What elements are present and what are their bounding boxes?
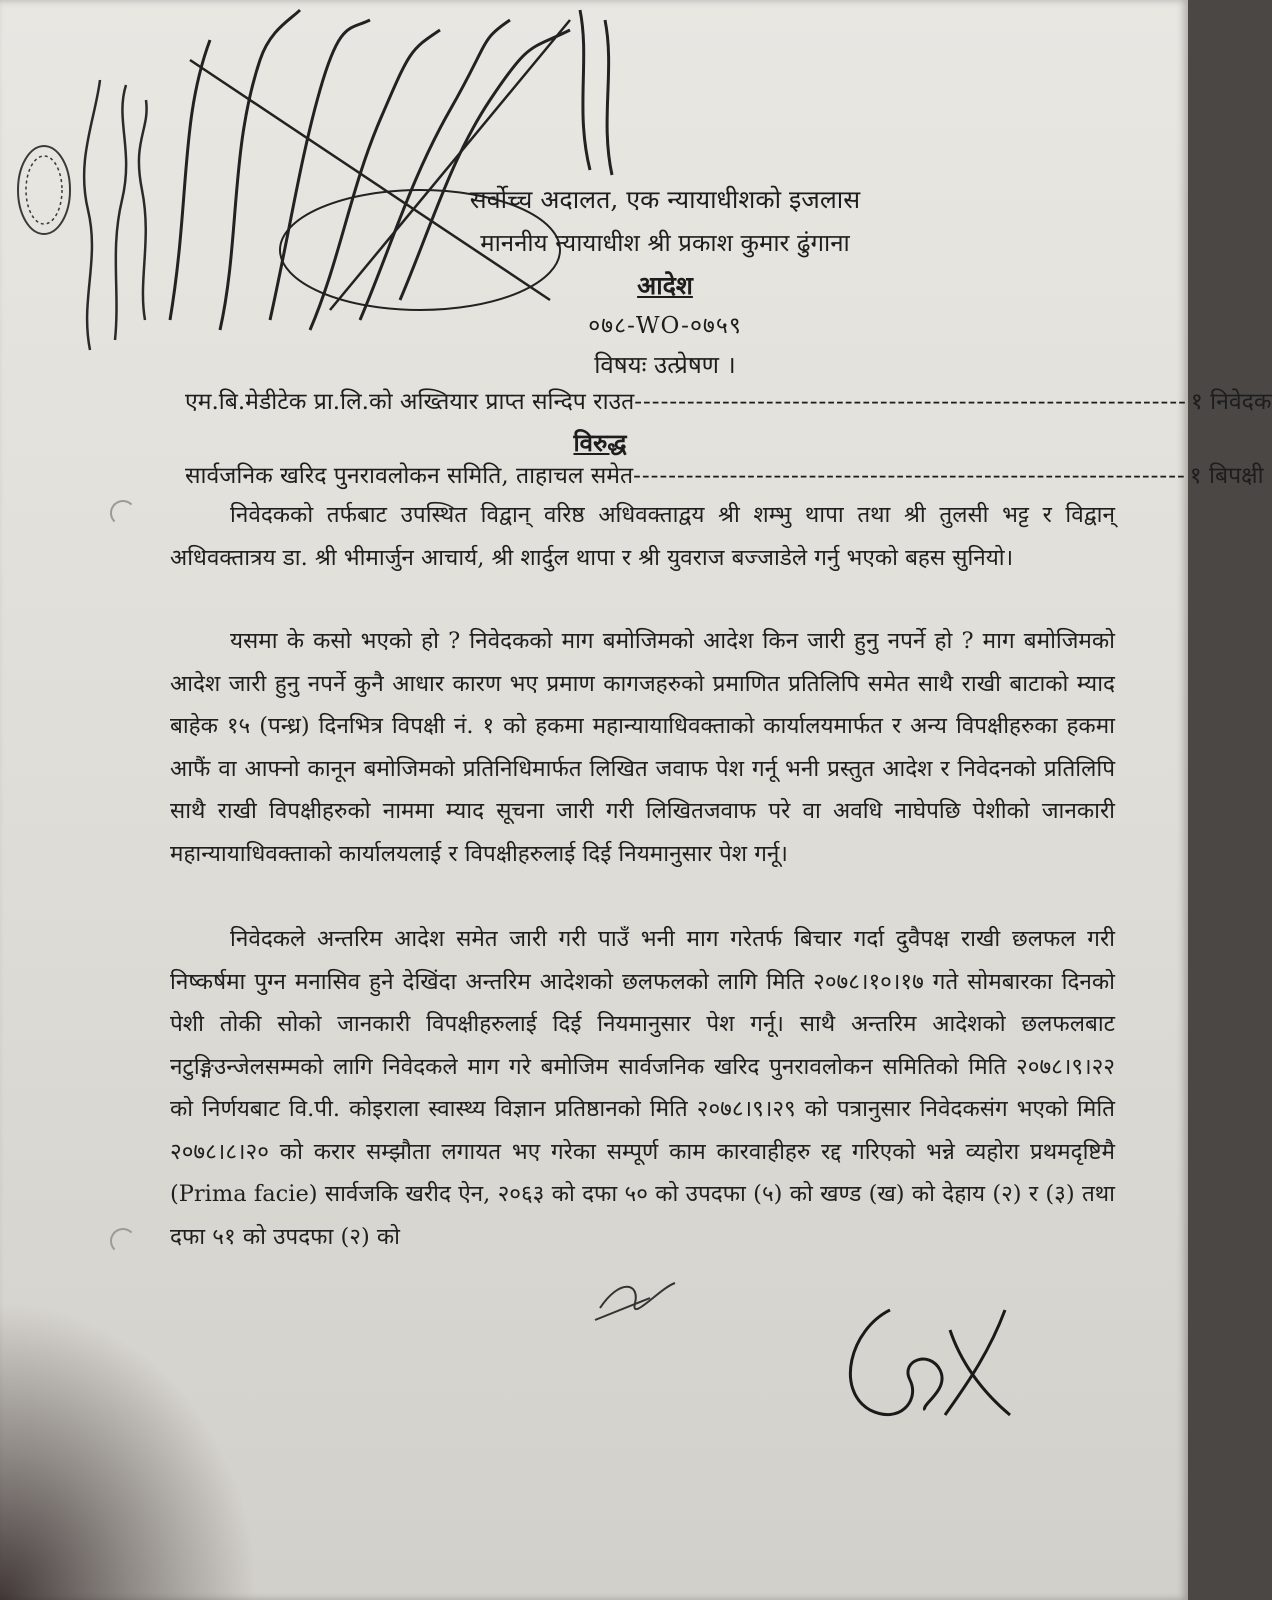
order-title: आदेश [637, 271, 693, 300]
paragraph-text: निवेदकले अन्तरिम आदेश समेत जारी गरी पाउँ भनी माग गरेतर्फ बिचार गर्दा दुवैपक्ष राखी छलफल गरी निष्कर्षमा पुग्न मनासिव हुने देखिंदा अन्तरिम आदेशको छलफलको लागि मिति २०७८।१०।१७ गते सोमबारका दिनको पेशी तोकी सोको जानकारी विपक्षीहरुलाई दिई नियमानुसार पेश गर्नू। साथै अन्तरिम आदेशको छलफलबाट नटुङ्गिउन्जेलसम्मको लागि निवेदकले माग गरे बमोजिम सार्वजनिक खरिद पुनरावलोकन समितिको मिति २०७८।९।२२ को निर्णयबाट वि.पी. कोइराला स्वास्थ्य विज्ञान प्रतिष्ठानको मिति २०७८।९।२९ को पत्रानुसार निवेदकसंग भएको मिति २०७८।८।२० को करार सम्झौता लगायत भए गरेका सम्पूर्ण काम कारवाहीहरु रद्द गरिएको भन्ने व्यहोरा प्रथमदृष्टिमै (Prima facie) सार्वजकि खरीद ऐन, २०६३ को दफा ५० को उपदफा (५) को खण्ड (ख) को देहाय (२) र (३) तथा दफा ५१ को उपदफा (२) को [170, 926, 1115, 1250]
petitioner-dashes: --------------------------------------------------------------- [634, 389, 1187, 415]
respondent-role: १ बिपक्षी [1189, 463, 1264, 489]
court-name: सर्वोच्च अदालत, एक न्यायाधीशको इजलास [469, 185, 861, 214]
punch-hole-top [110, 500, 136, 526]
paragraph-text: यसमा के कसो भएको हो ? निवेदकको माग बमोजिमको आदेश किन जारी हुनु नपर्ने हो ? माग बमोजिमको आदेश जारी हुनु नपर्ने कुनै आधार कारण भए प्रमाण कागजहरुको प्रमाणित प्रतिलिपि समेत साथै राखी बाटाको म्याद बाहेक १५ (पन्ध्र) दिनभित्र विपक्षी नं. १ को हकमा महान्यायाधिवक्ताको कार्यालयमार्फत र अन्य विपक्षीहरुका हकमा आफैं वा आफ्नो कानून बमोजिमको प्रतिनिधिमार्फत लिखित जवाफ पेश गर्नू भनी प्रस्तुत आदेश र निवेदनको प्रतिलिपि साथै राखी विपक्षीहरुको नाममा म्याद सूचना जारी गरी लिखितजवाफ परे वा अवधि नाघेपछि पेशीको जानकारी महान्यायाधिवक्ताको कार्यालयलाई र विपक्षीहरुलाई दिई नियमानुसार पेश गर्नू। [170, 628, 1115, 867]
respondent-name: सार्वजनिक खरिद पुनरावलोकन समिति, ताहाचल समेत [185, 463, 634, 489]
body-paragraph-1 [170, 494, 1115, 579]
body-paragraph-2 [170, 620, 1115, 875]
body-paragraph-3 [170, 918, 1115, 1258]
petitioner-row [185, 384, 1272, 416]
petitioner-name: एम.बि.मेडीटेक प्रा.लि.को अख्तियार प्राप्त सन्दिप राउत [185, 389, 635, 415]
photo-shadow [0, 1300, 260, 1600]
punch-hole-bottom [110, 1228, 136, 1254]
case-number: ०७८-WO-०७५९ [588, 313, 742, 339]
paragraph-text: निवेदकको तर्फबाट उपस्थित विद्वान् वरिष्ठ अधिवक्ताद्वय श्री शम्भु थापा तथा श्री तुलसी भट्ट र विद्वान् अधिवक्तात्रय डा. श्री भीमार्जुन आचार्य, श्री शार्दुल थापा र श्री युवराज बज्जाडेले गर्नु भएको बहस सुनियो। [170, 502, 1115, 571]
initial-mark [590, 1268, 680, 1328]
petitioner-role: १ निवेदक [1190, 389, 1272, 415]
judge-signature [830, 1290, 1030, 1430]
respondent-dashes: --------------------------------------------------------------- [633, 463, 1186, 489]
respondent-row [185, 458, 1264, 490]
subject-line: विषयः उत्प्रेषण । [594, 351, 736, 379]
against-label: विरुद्ध [573, 428, 627, 457]
judge-name: माननीय न्यायाधीश श्री प्रकाश कुमार ढुंगाना [480, 229, 850, 257]
